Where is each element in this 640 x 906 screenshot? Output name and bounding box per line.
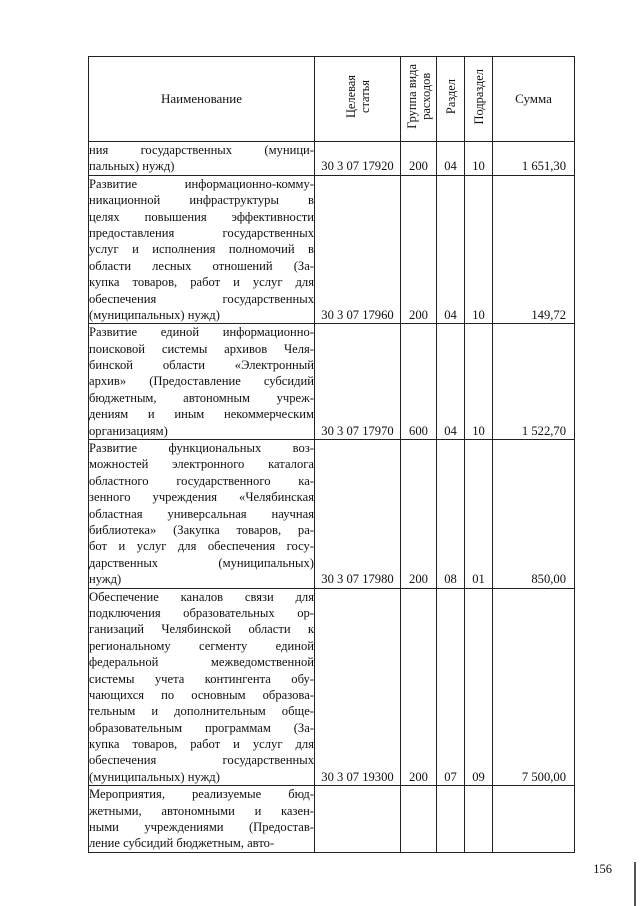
row-section: 08 <box>444 572 457 587</box>
row-sum: 7 500,00 <box>521 769 566 784</box>
row-target-code: 30 3 07 17960 <box>321 307 394 322</box>
row-name-line: бюджетным, автономным учреж- <box>89 390 314 405</box>
row-name-line: бот и услуг для обеспечения госу- <box>89 539 314 554</box>
row-expense-group <box>401 835 436 851</box>
row-sum-cell <box>493 142 575 176</box>
row-section-cell <box>437 175 465 324</box>
row-target-code: 30 3 07 17980 <box>321 572 394 587</box>
row-target-code-cell <box>315 440 401 589</box>
row-expense-group-cell <box>401 175 437 324</box>
table-row <box>89 324 575 440</box>
row-name-line: Обеспечение каналов связи для <box>89 589 314 604</box>
row-name-line: дениям и иным некоммерческим <box>89 407 314 422</box>
row-target-code-cell <box>315 175 401 324</box>
row-name-line: Развитие информационно-комму- <box>89 176 314 191</box>
row-name-line: области лесных отношений (За- <box>89 258 314 273</box>
header-section <box>437 57 465 142</box>
row-name-cell <box>89 786 315 853</box>
table-row <box>89 440 575 589</box>
row-section: 04 <box>444 159 457 174</box>
row-expense-group: 600 <box>409 423 428 438</box>
row-name-line: целях повышения эффективности <box>89 209 314 224</box>
row-sum <box>493 835 566 851</box>
row-name-line: Развитие функциональных воз- <box>89 441 314 456</box>
header-subsection-label: Подраздел <box>471 69 486 125</box>
row-subsection: 10 <box>472 307 485 322</box>
row-expense-group: 200 <box>409 572 428 587</box>
row-name-line: (муниципальных) нужд) <box>89 769 220 784</box>
row-subsection: 10 <box>472 423 485 438</box>
page-edge-line <box>634 862 636 906</box>
header-group-line-2: расходов <box>418 73 433 121</box>
row-name-line: предоставления государственных <box>89 225 314 240</box>
row-expense-group: 200 <box>409 159 428 174</box>
row-expense-group-cell <box>401 142 437 176</box>
row-name-line: областная универсальная научная <box>89 506 314 521</box>
row-name-line: областного государственного ка- <box>89 473 314 488</box>
row-name-line: можностей электронного каталога <box>89 457 314 472</box>
row-target-code <box>315 835 400 851</box>
row-expense-group-cell <box>401 440 437 589</box>
row-name-line: образовательным программам (За- <box>89 720 314 735</box>
row-subsection-cell <box>465 175 493 324</box>
row-name-line: бинской области «Электронный <box>89 358 314 373</box>
row-name-line: Развитие единой информационно- <box>89 325 314 340</box>
header-section-label: Раздел <box>443 79 458 115</box>
row-name-line: ганизаций Челябинской области к <box>89 622 314 637</box>
row-section: 04 <box>444 307 457 322</box>
row-name-line: Мероприятия, реализуемые бюд- <box>89 787 314 802</box>
row-name-line: организациям) <box>89 423 168 438</box>
row-name-line: ными учреждениями (Предостав- <box>89 820 314 835</box>
header-group <box>401 57 437 142</box>
row-expense-group-cell <box>401 786 437 853</box>
row-subsection-cell <box>465 440 493 589</box>
header-subsection <box>465 57 493 142</box>
row-target-code-cell <box>315 324 401 440</box>
row-target-code: 30 3 07 17970 <box>321 423 394 438</box>
row-name-line: нужд) <box>89 572 122 587</box>
row-subsection: 09 <box>472 769 485 784</box>
row-expense-group-cell <box>401 324 437 440</box>
row-name-line: библиотека» (Закупка товаров, ра- <box>89 522 314 537</box>
header-name: Наименование <box>89 57 315 142</box>
table-body <box>89 142 575 853</box>
row-sum: 850,00 <box>531 572 566 587</box>
row-expense-group-cell <box>401 588 437 786</box>
row-subsection: 01 <box>472 572 485 587</box>
row-name-line: поисковой системы архивов Челя- <box>89 341 314 356</box>
header-row <box>89 57 575 142</box>
row-section-cell <box>437 588 465 786</box>
row-name-cell <box>89 324 315 440</box>
row-section-cell <box>437 142 465 176</box>
row-name-line: ния государственных (муници- <box>89 143 314 157</box>
row-name-line: пальных) нужд) <box>89 159 175 174</box>
row-name-line: региональному сегменту единой <box>89 638 314 653</box>
row-name-line: (муниципальных) нужд) <box>89 307 220 322</box>
header-group-line-1: Группа вида <box>404 64 419 130</box>
row-name-line: ление субсидий бюджетным, авто- <box>89 836 275 851</box>
row-name-line: купка товаров, работ и услуг для <box>89 737 314 752</box>
row-name-line: купка товаров, работ и услуг для <box>89 275 314 290</box>
row-expense-group: 200 <box>409 769 428 784</box>
row-sum-cell <box>493 175 575 324</box>
row-section-cell <box>437 324 465 440</box>
budget-table <box>88 56 575 853</box>
header-target <box>315 57 401 142</box>
row-name-line: обеспечения государственных <box>89 291 314 306</box>
row-sum: 1 522,70 <box>521 423 566 438</box>
row-name-cell <box>89 588 315 786</box>
row-name-line: архив» (Предоставление субсидий <box>89 374 314 389</box>
row-target-code: 30 3 07 17920 <box>321 159 394 174</box>
row-target-code-cell <box>315 142 401 176</box>
row-target-code-cell <box>315 588 401 786</box>
row-target-code-cell <box>315 786 401 853</box>
row-name-line: тельным и дополнительным обще- <box>89 704 314 719</box>
row-name-cell <box>89 440 315 589</box>
row-section-cell <box>437 440 465 589</box>
row-subsection-cell <box>465 142 493 176</box>
row-name-cell <box>89 175 315 324</box>
row-name-line: жетными, автономными и казен- <box>89 803 314 818</box>
row-name-line: дарственных (муниципальных) <box>89 555 314 570</box>
row-subsection: 10 <box>472 159 485 174</box>
row-name-line: услуг и исполнения полномочий в <box>89 242 314 257</box>
row-name-line: чающихся по основным образова- <box>89 687 314 702</box>
row-name-cell <box>89 142 315 176</box>
row-subsection-cell <box>465 324 493 440</box>
table-row <box>89 142 575 176</box>
row-sum-cell <box>493 786 575 853</box>
header-target-line-2: статья <box>357 80 372 114</box>
row-expense-group: 200 <box>409 307 428 322</box>
table-row <box>89 588 575 786</box>
row-subsection-cell <box>465 786 493 853</box>
row-section: 04 <box>444 423 457 438</box>
row-sum: 149,72 <box>531 307 566 322</box>
page-number: 156 <box>593 862 612 876</box>
row-name-line: системы учета контингента обу- <box>89 671 314 686</box>
table-row <box>89 175 575 324</box>
row-target-code: 30 3 07 19300 <box>321 769 394 784</box>
table-row <box>89 786 575 853</box>
row-subsection-cell <box>465 588 493 786</box>
header-sum: Сумма <box>493 57 575 142</box>
row-name-line: обеспечения государственных <box>89 753 314 768</box>
row-sum-cell <box>493 324 575 440</box>
row-sum-cell <box>493 440 575 589</box>
row-name-line: зенного учреждения «Челябинская <box>89 490 314 505</box>
row-name-line: федеральной межведомственной <box>89 655 314 670</box>
row-section: 07 <box>444 769 457 784</box>
row-sum: 1 651,30 <box>521 159 566 174</box>
row-section <box>437 835 464 851</box>
header-target-line-1: Целевая <box>343 75 358 119</box>
row-section-cell <box>437 786 465 853</box>
row-sum-cell <box>493 588 575 786</box>
row-name-line: подключения образовательных ор- <box>89 605 314 620</box>
row-subsection <box>465 835 492 851</box>
row-name-line: никационной инфраструктуры в <box>89 193 314 208</box>
